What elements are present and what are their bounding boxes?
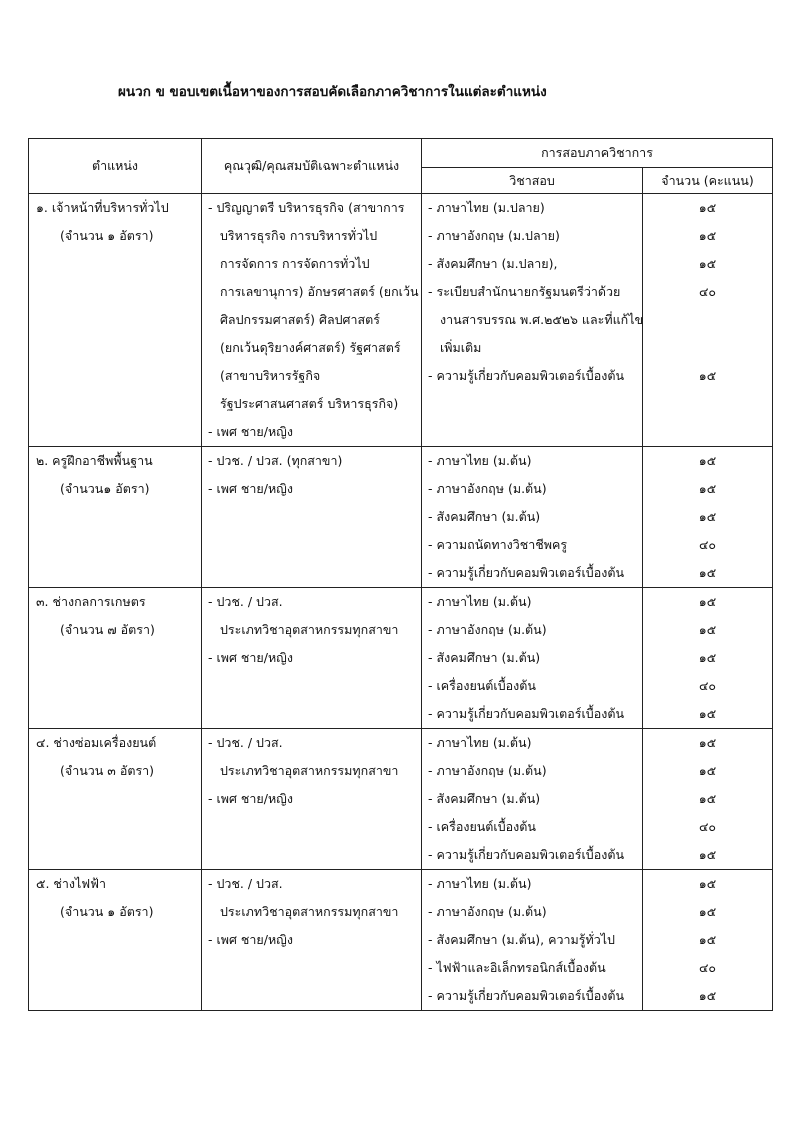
qualification-line: - ปวช. / ปวส. xyxy=(208,594,283,609)
score-value: ๑๕ xyxy=(698,200,717,215)
position-quota: (จำนวน ๓ อัตรา) xyxy=(60,763,155,778)
header-qualification: คุณวุฒิ/คุณสมบัติเฉพาะตำแหน่ง xyxy=(202,139,422,194)
subject-line: - ความรู้เกี่ยวกับคอมพิวเตอร์เบื้องต้น xyxy=(428,847,624,862)
subject-line: เพิ่มเติม xyxy=(440,340,482,355)
qualification-line: - เพศ ชาย/หญิง xyxy=(208,650,293,665)
table-row xyxy=(29,447,773,588)
score-value: ๑๕ xyxy=(698,706,717,721)
subject-cell xyxy=(422,870,643,1011)
subject-line: - ความรู้เกี่ยวกับคอมพิวเตอร์เบื้องต้น xyxy=(428,706,624,721)
page-title: ผนวก ข ขอบเขตเนื้อหาของการสอบคัดเลือกภาควิชาการในแต่ละตำแหน่ง xyxy=(118,84,547,100)
qualification-line: การเลขานุการ) อักษรศาสตร์ (ยกเว้น xyxy=(220,284,419,299)
subject-line: - สังคมศึกษา (ม.ต้น) xyxy=(428,509,541,524)
score-value: ๔๐ xyxy=(698,537,717,552)
position-name: ๕. ช่างไฟฟ้า xyxy=(36,876,107,891)
qualification-line: บริหารธุรกิจ การบริหารทั่วไป xyxy=(220,228,378,243)
qualification-line: - ปวช. / ปวส. (ทุกสาขา) xyxy=(208,453,343,468)
qualification-line: - เพศ ชาย/หญิง xyxy=(208,791,293,806)
qualification-line: - เพศ ชาย/หญิง xyxy=(208,424,293,439)
position-cell xyxy=(29,447,202,588)
score-value: ๑๕ xyxy=(698,228,717,243)
qualification-line: ประเภทวิชาอุตสาหกรรมทุกสาขา xyxy=(220,763,399,778)
subject-line: - ภาษาอังกฤษ (ม.ปลาย) xyxy=(428,228,560,243)
score-cell xyxy=(643,870,773,1011)
position-cell xyxy=(29,588,202,729)
position-cell xyxy=(29,194,202,447)
subject-line: - ภาษาไทย (ม.ต้น) xyxy=(428,735,532,750)
subject-line: - ระเบียบสำนักนายกรัฐมนตรีว่าด้วย xyxy=(428,284,621,299)
qualification-line: - ปวช. / ปวส. xyxy=(208,876,283,891)
position-name: ๑. เจ้าหน้าที่บริหารทั่วไป xyxy=(36,200,169,215)
score-value: ๑๕ xyxy=(698,847,717,862)
score-value: ๑๕ xyxy=(698,622,717,637)
position-name: ๓. ช่างกลการเกษตร xyxy=(36,594,146,609)
position-quota: (จำนวน๑ อัตรา) xyxy=(60,481,150,496)
subject-cell xyxy=(422,194,643,447)
subject-line: - สังคมศึกษา (ม.ต้น) xyxy=(428,791,541,806)
qualification-cell xyxy=(202,870,422,1011)
exam-scope-table xyxy=(28,138,773,1011)
position-name: ๔. ช่างซ่อมเครื่องยนต์ xyxy=(36,735,157,750)
subject-line: - สังคมศึกษา (ม.ต้น) xyxy=(428,650,541,665)
table-row xyxy=(29,194,773,447)
subject-line: - ภาษาไทย (ม.ปลาย) xyxy=(428,200,545,215)
position-quota: (จำนวน ๗ อัตรา) xyxy=(60,622,155,637)
qualification-line: - เพศ ชาย/หญิง xyxy=(208,932,293,947)
score-value xyxy=(643,306,772,334)
score-value: ๑๕ xyxy=(698,594,717,609)
score-value: ๑๕ xyxy=(698,368,717,383)
score-value: ๑๕ xyxy=(698,735,717,750)
subject-cell xyxy=(422,729,643,870)
subject-cell xyxy=(422,447,643,588)
table-row xyxy=(29,729,773,870)
subject-line: - สังคมศึกษา (ม.ต้น), ความรู้ทั่วไป xyxy=(428,932,615,947)
subject-line: - ภาษาอังกฤษ (ม.ต้น) xyxy=(428,481,547,496)
score-value xyxy=(643,334,772,362)
subject-line: งานสารบรรณ พ.ศ.๒๕๒๖ และที่แก้ไข xyxy=(440,312,644,327)
score-value: ๑๕ xyxy=(698,256,717,271)
subject-line: - เครื่องยนต์เบื้องต้น xyxy=(428,819,536,834)
subject-line: - ความถนัดทางวิชาชีพครู xyxy=(428,537,568,552)
qualification-cell xyxy=(202,729,422,870)
subject-line: - ภาษาไทย (ม.ต้น) xyxy=(428,453,532,468)
subject-line: - ภาษาไทย (ม.ต้น) xyxy=(428,876,532,891)
subject-line: - ความรู้เกี่ยวกับคอมพิวเตอร์เบื้องต้น xyxy=(428,988,624,1003)
score-value: ๑๕ xyxy=(698,876,717,891)
subject-line: - ความรู้เกี่ยวกับคอมพิวเตอร์เบื้องต้น xyxy=(428,565,624,580)
position-cell xyxy=(29,870,202,1011)
score-value: ๑๕ xyxy=(698,453,717,468)
qualification-line: - เพศ ชาย/หญิง xyxy=(208,481,293,496)
qualification-line: - ปริญญาตรี บริหารธุรกิจ (สาขาการ xyxy=(208,200,405,215)
score-cell xyxy=(643,194,773,447)
qualification-line: (ยกเว้นดุริยางค์ศาสตร์) รัฐศาสตร์ xyxy=(220,340,401,355)
qualification-cell xyxy=(202,194,422,447)
table-row xyxy=(29,870,773,1011)
score-value: ๔๐ xyxy=(698,284,717,299)
score-value: ๑๕ xyxy=(698,565,717,580)
qualification-line: - ปวช. / ปวส. xyxy=(208,735,283,750)
subject-line: - เครื่องยนต์เบื้องต้น xyxy=(428,678,536,693)
table-row xyxy=(29,588,773,729)
qualification-line: ประเภทวิชาอุตสาหกรรมทุกสาขา xyxy=(220,622,399,637)
subject-line: - สังคมศึกษา (ม.ปลาย), xyxy=(428,256,558,271)
score-value: ๑๕ xyxy=(698,763,717,778)
qualification-line: (สาขาบริหารรัฐกิจ xyxy=(220,368,321,383)
qualification-line: ศิลปกรรมศาสตร์) ศิลปศาสตร์ xyxy=(220,312,380,327)
position-cell xyxy=(29,729,202,870)
subject-line: - ภาษาอังกฤษ (ม.ต้น) xyxy=(428,763,547,778)
score-value: ๔๐ xyxy=(698,960,717,975)
score-value: ๑๕ xyxy=(698,791,717,806)
table-body xyxy=(29,194,773,1011)
score-cell xyxy=(643,588,773,729)
subject-line: - ความรู้เกี่ยวกับคอมพิวเตอร์เบื้องต้น xyxy=(428,368,624,383)
score-value: ๑๕ xyxy=(698,509,717,524)
score-value: ๑๕ xyxy=(698,988,717,1003)
header-exam-group: การสอบภาควิชาการ xyxy=(422,139,773,168)
qualification-line: ประเภทวิชาอุตสาหกรรมทุกสาขา xyxy=(220,904,399,919)
header-score: จำนวน (คะแนน) xyxy=(643,168,773,194)
subject-line: - ไฟฟ้าและอิเล็กทรอนิกส์เบื้องต้น xyxy=(428,960,606,975)
subject-line: - ภาษาไทย (ม.ต้น) xyxy=(428,594,532,609)
score-value: ๔๐ xyxy=(698,678,717,693)
score-cell xyxy=(643,447,773,588)
score-value: ๑๕ xyxy=(698,932,717,947)
score-value: ๑๕ xyxy=(698,650,717,665)
subject-line: - ภาษาอังกฤษ (ม.ต้น) xyxy=(428,622,547,637)
subject-line: - ภาษาอังกฤษ (ม.ต้น) xyxy=(428,904,547,919)
score-value: ๔๐ xyxy=(698,819,717,834)
subject-cell xyxy=(422,588,643,729)
score-value: ๑๕ xyxy=(698,904,717,919)
header-position: ตำแหน่ง xyxy=(29,139,202,194)
position-quota: (จำนวน ๑ อัตรา) xyxy=(60,904,154,919)
qualification-line: รัฐประศาสนศาสตร์ บริหารธุรกิจ) xyxy=(220,396,399,411)
qualification-line: การจัดการ การจัดการทั่วไป xyxy=(220,256,370,271)
position-name: ๒. ครูฝึกอาชีพพื้นฐาน xyxy=(36,453,153,468)
score-cell xyxy=(643,729,773,870)
position-quota: (จำนวน ๑ อัตรา) xyxy=(60,228,154,243)
qualification-cell xyxy=(202,447,422,588)
header-subject: วิชาสอบ xyxy=(422,168,643,194)
qualification-cell xyxy=(202,588,422,729)
score-value: ๑๕ xyxy=(698,481,717,496)
